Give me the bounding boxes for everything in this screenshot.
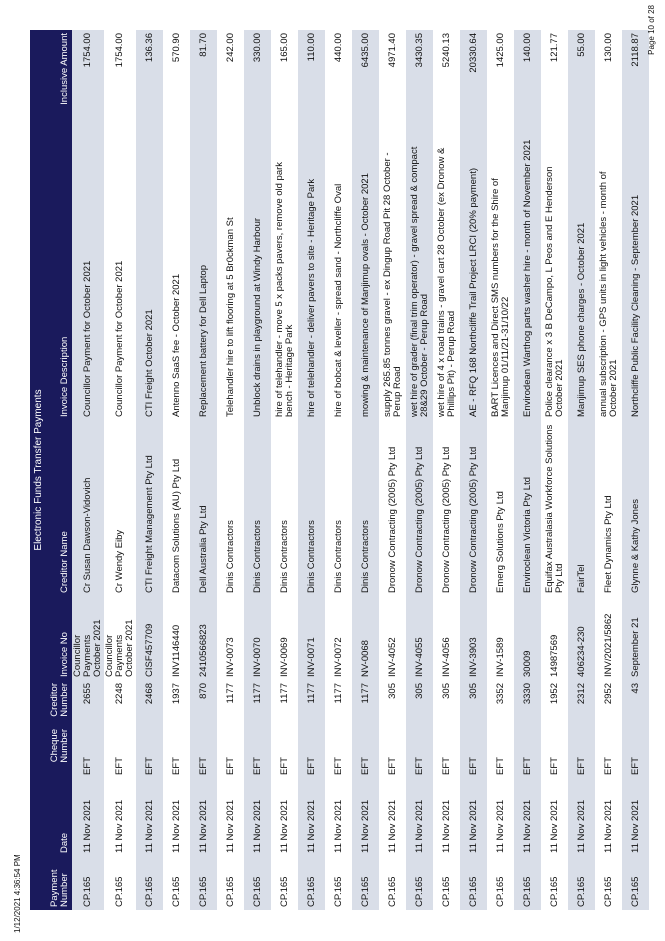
row-inclusive-amount: 121.77 [541,30,568,134]
table-row [541,30,568,910]
row-date: 11 Nov 2021 [244,778,271,856]
row-creditor-number: 1937 [163,680,190,726]
row-payment-number: CP.165 [487,856,514,910]
table-header-row [48,30,72,910]
row-cheque-number: EFT [190,726,217,778]
row-payment-number: CP.165 [379,856,406,910]
row-payment-number: CP.165 [271,856,298,910]
col-invoice-description: Invoice Description [48,134,72,420]
row-invoice-description: hire of telehandler - deliver pavers to site - Heritage Park [298,134,325,420]
row-invoice-no: 30009 [514,596,541,680]
row-invoice-description: CTI Freight October 2021 [136,134,163,420]
row-creditor-name: Dinis Contractors [271,420,298,596]
col-cheque-number: Cheque Number [48,726,72,778]
col-payment-number: Payment Number [48,856,72,910]
row-inclusive-amount: 1425.00 [487,30,514,134]
row-creditor-name: Dinis Contractors [217,420,244,596]
row-date: 11 Nov 2021 [595,778,622,856]
row-cheque-number: EFT [433,726,460,778]
row-invoice-no: INV/2021/5862 [595,596,622,680]
row-creditor-number: 1177 [325,680,352,726]
row-creditor-name: Dinis Contractors [325,420,352,596]
row-creditor-name: Dronow Contracting (2005) Pty Ltd [460,420,487,596]
row-inclusive-amount: 81.70 [190,30,217,134]
row-invoice-description: Antenno SaaS fee - October 2021 [163,134,190,420]
row-date: 11 Nov 2021 [541,778,568,856]
row-cheque-number: EFT [217,726,244,778]
row-date: 11 Nov 2021 [568,778,595,856]
row-creditor-number: 1952 [541,680,568,726]
table-row [406,30,433,910]
row-date: 11 Nov 2021 [622,778,649,856]
table-row [352,30,379,910]
page-number: Page 10 of 28 [647,5,656,55]
row-inclusive-amount: 2118.87 [622,30,649,134]
row-invoice-no: September 21 [622,596,649,680]
row-payment-number: CP.165 [163,856,190,910]
row-inclusive-amount: 1754.00 [104,30,136,134]
row-payment-number: CP.165 [541,856,568,910]
col-creditor-number: Creditor Number [48,680,72,726]
row-cheque-number: EFT [352,726,379,778]
row-date: 11 Nov 2021 [271,778,298,856]
table-row [72,30,104,910]
row-creditor-name: Equifax Australasia Workforce Solutions Pty Ltd [541,420,568,596]
row-invoice-description: Telehandler hire to lift flooring at 5 Br0ckman St [217,134,244,420]
row-creditor-number: 1177 [217,680,244,726]
row-inclusive-amount: 6435.00 [352,30,379,134]
row-payment-number: CP.165 [622,856,649,910]
row-cheque-number: EFT [514,726,541,778]
row-creditor-number: 305 [460,680,487,726]
row-invoice-description: Councillor Payment for October 2021 [104,134,136,420]
row-creditor-name: Enviroclean Victoria Pty Ltd [514,420,541,596]
row-inclusive-amount: 110.00 [298,30,325,134]
table-row [487,30,514,910]
table-row [104,30,136,910]
row-invoice-no: INV-0070 [244,596,271,680]
row-date: 11 Nov 2021 [406,778,433,856]
row-date: 11 Nov 2021 [298,778,325,856]
row-invoice-description: mowing & maintenance of Manjimup ovals - October 2021 [352,134,379,420]
row-payment-number: CP.165 [104,856,136,910]
row-creditor-name: FairTel [568,420,595,596]
row-cheque-number: EFT [136,726,163,778]
row-cheque-number: EFT [72,726,104,778]
row-cheque-number: EFT [104,726,136,778]
row-inclusive-amount: 5240.13 [433,30,460,134]
table-row [217,30,244,910]
row-date: 11 Nov 2021 [217,778,244,856]
row-creditor-number: 1177 [244,680,271,726]
row-inclusive-amount: 20330.64 [460,30,487,134]
row-invoice-no: INV-0071 [298,596,325,680]
row-creditor-name: Emerg Solutions Pty Ltd [487,420,514,596]
row-invoice-description: wet hire of 4 x road trains - gravel cart 28 October (ex Dronow & Phillips Pit) - Perup Road [433,134,460,420]
row-invoice-no: Councillor Payments October 2021 [104,596,136,680]
row-creditor-number: 1177 [271,680,298,726]
row-creditor-name: Dronow Contracting (2005) Pty Ltd [433,420,460,596]
table-row [163,30,190,910]
row-invoice-no: 406234-230 [568,596,595,680]
row-creditor-number: 3352 [487,680,514,726]
row-invoice-no: INV-0069 [271,596,298,680]
row-creditor-number: 305 [379,680,406,726]
row-cheque-number: EFT [460,726,487,778]
row-cheque-number: EFT [325,726,352,778]
col-date: Date [48,778,72,856]
row-payment-number: CP.165 [433,856,460,910]
payments-report [30,30,645,910]
table-row [190,30,217,910]
row-inclusive-amount: 330.00 [244,30,271,134]
row-invoice-description: Northcliffe Public Facility Cleaning - September 2021 [622,134,649,420]
row-invoice-no: INV-4056 [433,596,460,680]
row-cheque-number: EFT [406,726,433,778]
row-inclusive-amount: 130.00 [595,30,622,134]
row-payment-number: CP.165 [325,856,352,910]
row-invoice-no: CISF457709 [136,596,163,680]
table-body [72,30,649,910]
row-creditor-name: Datacom Solutions (AU) Pty Ltd [163,420,190,596]
row-invoice-description: Unblock drains in playground at Windy Harbour [244,134,271,420]
row-creditor-number: 3330 [514,680,541,726]
row-date: 11 Nov 2021 [460,778,487,856]
table-row [568,30,595,910]
row-creditor-number: 1177 [352,680,379,726]
row-invoice-no: Councillor Payments October 2021 [72,596,104,680]
row-payment-number: CP.165 [72,856,104,910]
table-row [595,30,622,910]
row-invoice-no: INV-4055 [406,596,433,680]
row-cheque-number: EFT [595,726,622,778]
row-creditor-name: Dronow Contracting (2005) Pty Ltd [406,420,433,596]
row-invoice-description: Replacement battery for Dell Laptop [190,134,217,420]
row-cheque-number: EFT [568,726,595,778]
row-creditor-number: 870 [190,680,217,726]
table-row [136,30,163,910]
row-inclusive-amount: 1754.00 [72,30,104,134]
row-creditor-number: 2655 [72,680,104,726]
row-cheque-number: EFT [487,726,514,778]
row-invoice-description: Councillor Payment for October 2021 [72,134,104,420]
row-payment-number: CP.165 [298,856,325,910]
row-creditor-name: Dell Australia Pty Ltd [190,420,217,596]
row-creditor-number: 1177 [298,680,325,726]
row-invoice-no: 2410566823 [190,596,217,680]
row-invoice-description: supply 265.85 tonnes gravel - ex Dingup Road Pit 28 October - Perup Road [379,134,406,420]
row-invoice-description: hire of bobcat & leveller - spread sand - Northcliffe Oval [325,134,352,420]
col-creditor-name: Creditor Name [48,420,72,596]
row-creditor-name: CTI Freight Management Pty Ltd [136,420,163,596]
row-creditor-name: Cr Susan Dawson-Vidovich [72,420,104,596]
row-invoice-description: annual subscription - GPS units in light vehicles - month of October 2021 [595,134,622,420]
row-cheque-number: EFT [541,726,568,778]
row-date: 11 Nov 2021 [136,778,163,856]
row-invoice-no: INV-3903 [460,596,487,680]
row-payment-number: CP.165 [190,856,217,910]
row-creditor-number: 305 [406,680,433,726]
row-creditor-number: 2248 [104,680,136,726]
row-creditor-name: Cr Wendy Eiby [104,420,136,596]
payments-table [48,30,649,910]
row-cheque-number: EFT [379,726,406,778]
table-row [379,30,406,910]
row-date: 11 Nov 2021 [190,778,217,856]
row-invoice-no: 14987569 [541,596,568,680]
table-row [433,30,460,910]
row-date: 11 Nov 2021 [163,778,190,856]
row-creditor-number: 2952 [595,680,622,726]
row-invoice-description: hire of telehandler - move 5 x packs pavers, remove old park bench - Heritage Park [271,134,298,420]
row-inclusive-amount: 570.90 [163,30,190,134]
row-inclusive-amount: 55.00 [568,30,595,134]
table-row [244,30,271,910]
printed-timestamp: 1/12/2021 4:36:54 PM [13,854,22,933]
table-row [298,30,325,910]
report-title: Electronic Funds Transfer Payments [30,30,48,910]
row-invoice-no: INV-0073 [217,596,244,680]
row-creditor-name: Dronow Contracting (2005) Pty Ltd [379,420,406,596]
row-inclusive-amount: 140.00 [514,30,541,134]
row-creditor-name: Dinis Contractors [244,420,271,596]
row-invoice-no: INV-4052 [379,596,406,680]
row-invoice-description: AE - RFQ 168 Northcliffe Trail Project LRCI (20% payment) [460,134,487,420]
row-payment-number: CP.165 [244,856,271,910]
row-inclusive-amount: 165.00 [271,30,298,134]
row-date: 11 Nov 2021 [104,778,136,856]
row-payment-number: CP.165 [217,856,244,910]
row-creditor-number: 305 [433,680,460,726]
row-inclusive-amount: 242.00 [217,30,244,134]
row-creditor-number: 2312 [568,680,595,726]
table-row [460,30,487,910]
row-creditor-name: Dinis Contractors [352,420,379,596]
row-invoice-description: BART Licences and Direct SMS numbers for the Shire of Manjimup 01/11/21-31/10/22 [487,134,514,420]
row-payment-number: CP.165 [568,856,595,910]
row-date: 11 Nov 2021 [352,778,379,856]
row-invoice-no: INV-0072 [325,596,352,680]
row-payment-number: CP.165 [595,856,622,910]
row-invoice-description: Envirodean Warthog parts washer hire - month of November 2021 [514,134,541,420]
row-invoice-description: Manjimup SES phone charges - October 2021 [568,134,595,420]
row-payment-number: CP.165 [136,856,163,910]
row-payment-number: CP.165 [352,856,379,910]
row-invoice-no: INV-1589 [487,596,514,680]
row-date: 11 Nov 2021 [514,778,541,856]
row-cheque-number: EFT [271,726,298,778]
row-creditor-name: Glynne & Kathy Jones [622,420,649,596]
table-row [271,30,298,910]
row-inclusive-amount: 440.00 [325,30,352,134]
row-cheque-number: EFT [622,726,649,778]
row-cheque-number: EFT [244,726,271,778]
row-invoice-no: NV-0068 [352,596,379,680]
row-inclusive-amount: 4971.40 [379,30,406,134]
row-inclusive-amount: 3430.35 [406,30,433,134]
col-invoice-no: Invoice No [48,596,72,680]
table-row [325,30,352,910]
row-creditor-number: 43 [622,680,649,726]
col-inclusive-amount: Inclusive Amount [48,30,72,134]
row-date: 11 Nov 2021 [487,778,514,856]
table-row [514,30,541,910]
row-invoice-no: INV1146440 [163,596,190,680]
row-creditor-name: Dinis Contractors [298,420,325,596]
row-date: 11 Nov 2021 [72,778,104,856]
row-payment-number: CP.165 [460,856,487,910]
row-payment-number: CP.165 [406,856,433,910]
row-date: 11 Nov 2021 [379,778,406,856]
row-invoice-description: Police clearance x 3 B DeCampo, L Peos and E Henderson October 2021 [541,134,568,420]
row-inclusive-amount: 136.36 [136,30,163,134]
table-row [622,30,649,910]
row-cheque-number: EFT [163,726,190,778]
row-cheque-number: EFT [298,726,325,778]
row-invoice-description: wet hire of grader (final trim operator) - gravel spread & compact 28&29 October - Perup Road [406,134,433,420]
row-creditor-name: Fleet Dynamics Pty Ltd [595,420,622,596]
row-date: 11 Nov 2021 [325,778,352,856]
row-payment-number: CP.165 [514,856,541,910]
row-date: 11 Nov 2021 [433,778,460,856]
row-creditor-number: 2468 [136,680,163,726]
